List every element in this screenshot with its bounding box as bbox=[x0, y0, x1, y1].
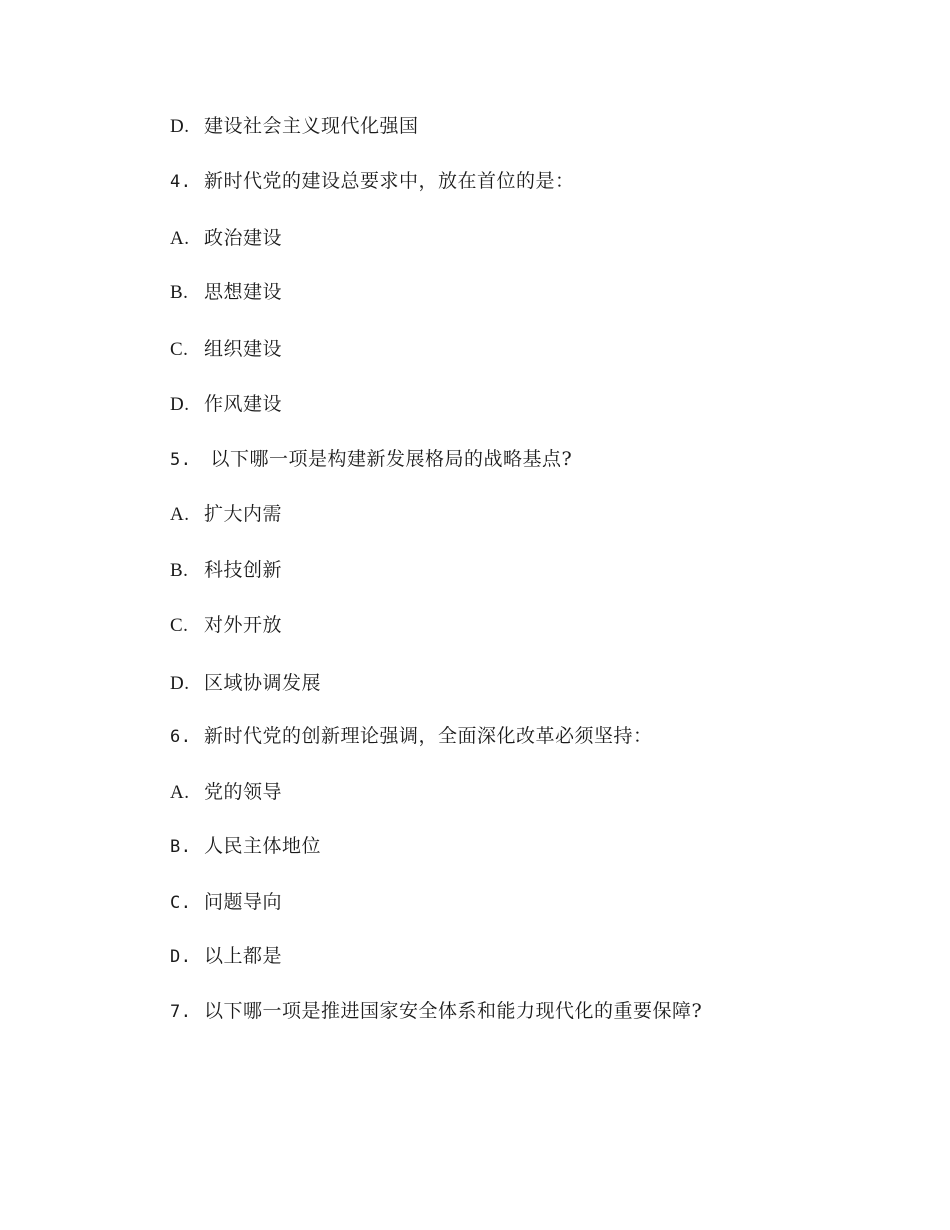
option-d-line bbox=[170, 944, 282, 969]
option-label: C. bbox=[170, 339, 189, 360]
question-number: 6. bbox=[170, 727, 192, 747]
question-text: 新时代党的创新理论强调，全面深化改革必须坚持： bbox=[204, 725, 653, 747]
option-text: 对外开放 bbox=[204, 614, 283, 636]
option-text: 思想建设 bbox=[204, 281, 283, 303]
option-text: 区域协调发展 bbox=[204, 672, 322, 694]
option-text: 问题导向 bbox=[204, 891, 283, 913]
option-text: 党的领导 bbox=[204, 781, 283, 803]
option-text: 政治建设 bbox=[204, 227, 283, 249]
option-text: 建设社会主义现代化强国 bbox=[204, 115, 419, 137]
question-6-line bbox=[170, 724, 653, 749]
option-text: 人民主体地位 bbox=[204, 835, 322, 857]
option-label: C. bbox=[170, 615, 189, 636]
question-4-line bbox=[170, 169, 575, 194]
option-label: A. bbox=[170, 504, 190, 525]
option-a-line bbox=[170, 226, 282, 251]
option-label: A. bbox=[170, 228, 190, 249]
option-label: D. bbox=[170, 673, 190, 694]
option-label: D. bbox=[170, 394, 190, 415]
option-c-line bbox=[170, 890, 282, 915]
option-c-line bbox=[170, 337, 282, 362]
option-label: B. bbox=[170, 560, 189, 581]
option-b-line bbox=[170, 558, 282, 583]
option-text: 组织建设 bbox=[204, 338, 283, 360]
option-d-line bbox=[170, 114, 419, 139]
option-b-line bbox=[170, 280, 282, 305]
option-label: A. bbox=[170, 782, 190, 803]
question-text: 以下哪一项是构建新发展格局的战略基点? bbox=[204, 448, 573, 470]
question-number: 5. bbox=[170, 450, 192, 470]
option-label: D. bbox=[170, 947, 192, 967]
question-number: 4. bbox=[170, 172, 192, 192]
option-label: B. bbox=[170, 837, 192, 857]
question-text: 以下哪一项是推进国家安全体系和能力现代化的重要保障? bbox=[204, 1000, 703, 1022]
question-7-line bbox=[170, 999, 702, 1024]
option-a-line bbox=[170, 780, 282, 805]
option-text: 以上都是 bbox=[204, 945, 283, 967]
option-label: B. bbox=[170, 282, 189, 303]
option-text: 作风建设 bbox=[204, 393, 283, 415]
option-label: C. bbox=[170, 893, 192, 913]
question-5-line bbox=[170, 447, 572, 472]
option-d-line bbox=[170, 392, 282, 417]
option-b-line bbox=[170, 834, 321, 859]
option-c-line bbox=[170, 613, 282, 638]
option-label: D. bbox=[170, 116, 190, 137]
option-a-line bbox=[170, 502, 282, 527]
option-text: 扩大内需 bbox=[204, 503, 283, 525]
option-d-line bbox=[170, 671, 321, 696]
question-number: 7. bbox=[170, 1002, 192, 1022]
question-text: 新时代党的建设总要求中，放在首位的是： bbox=[204, 170, 575, 192]
option-text: 科技创新 bbox=[204, 559, 283, 581]
